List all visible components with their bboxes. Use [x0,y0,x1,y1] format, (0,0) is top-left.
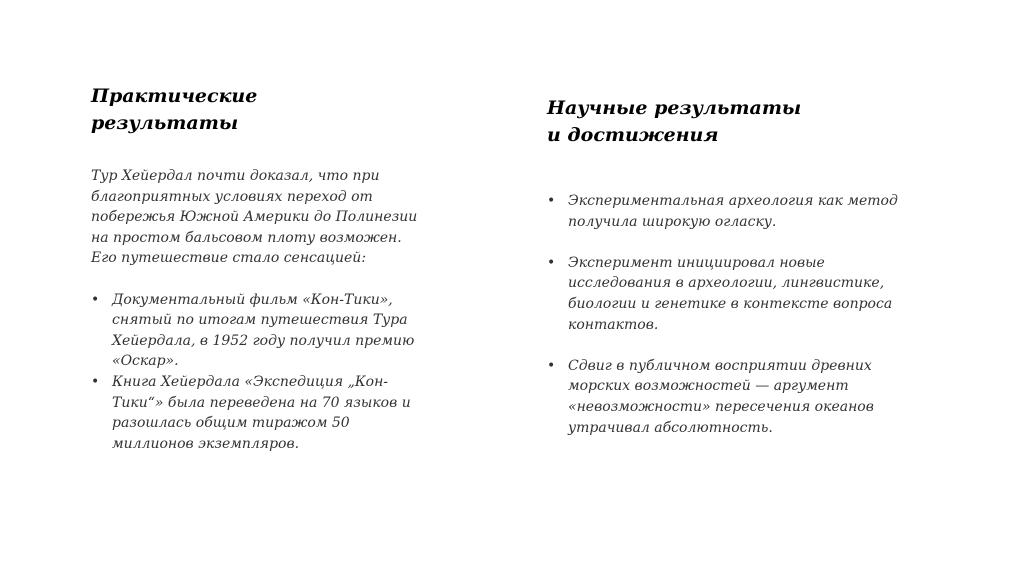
text-line: морских возможностей — аргумент [568,378,849,395]
text-line: «Оскар». [112,353,179,370]
text-line: Его путешествие стало сенсацией: [91,250,367,267]
text-line: Хейердала, в 1952 году получил премию [112,332,415,349]
text-line: миллионов экземпляров. [112,435,300,452]
text-line: биологии и генетике в контексте вопроса [568,295,893,312]
text-line: контактов. [568,316,659,333]
intro-paragraph [91,166,417,269]
text-line: разошлась общим тиражом 50 [112,415,350,432]
text-line: Документальный фильм «Кон-Тики», [112,291,393,308]
title-line: Практические [91,85,258,107]
text-line: утрачивал абсолютность. [568,419,773,436]
list-item [91,290,417,372]
bullet-icon: • [547,357,556,374]
bullet-icon: • [91,291,100,308]
text-line: Тур Хейердал почти доказал, что при [91,168,380,184]
right-title [547,95,801,149]
text-line: благоприятных условиях переход от [91,188,373,205]
left-title [91,83,257,137]
bullet-icon: • [547,193,556,209]
list-item [91,372,417,454]
left-body [91,166,417,454]
text-line: снятый по итогам путешествия Тура [112,312,408,329]
text-line: побережья Южной Америки до Полинезии [91,209,418,226]
text-line: «невозможности» пересечения океанов [568,398,874,415]
text-line: исследования в археологии, лингвистике, [568,275,885,292]
text-line: Тики“» была переведена на 70 языков и [112,394,411,411]
text-line: на простом бальсовом плоту возможен. [91,229,402,246]
list-item [547,191,898,232]
bullet-icon: • [91,373,100,390]
text-line: Эксперимент инициировал новые [568,254,825,271]
text-line: Книга Хейердала «Экспедиция „Кон- [112,373,389,390]
title-line: Научные результаты [547,97,802,119]
title-line: и достижения [547,124,719,146]
text-line: получила широкую огласку. [568,213,777,230]
right-body [547,191,898,438]
list-item [547,253,898,335]
list-item [547,356,898,438]
text-line: Сдвиг в публичном восприятии древних [568,357,872,374]
title-line: результаты [91,112,239,134]
text-line: Экспериментальная археология как метод [568,193,898,209]
bullet-icon: • [547,254,556,271]
